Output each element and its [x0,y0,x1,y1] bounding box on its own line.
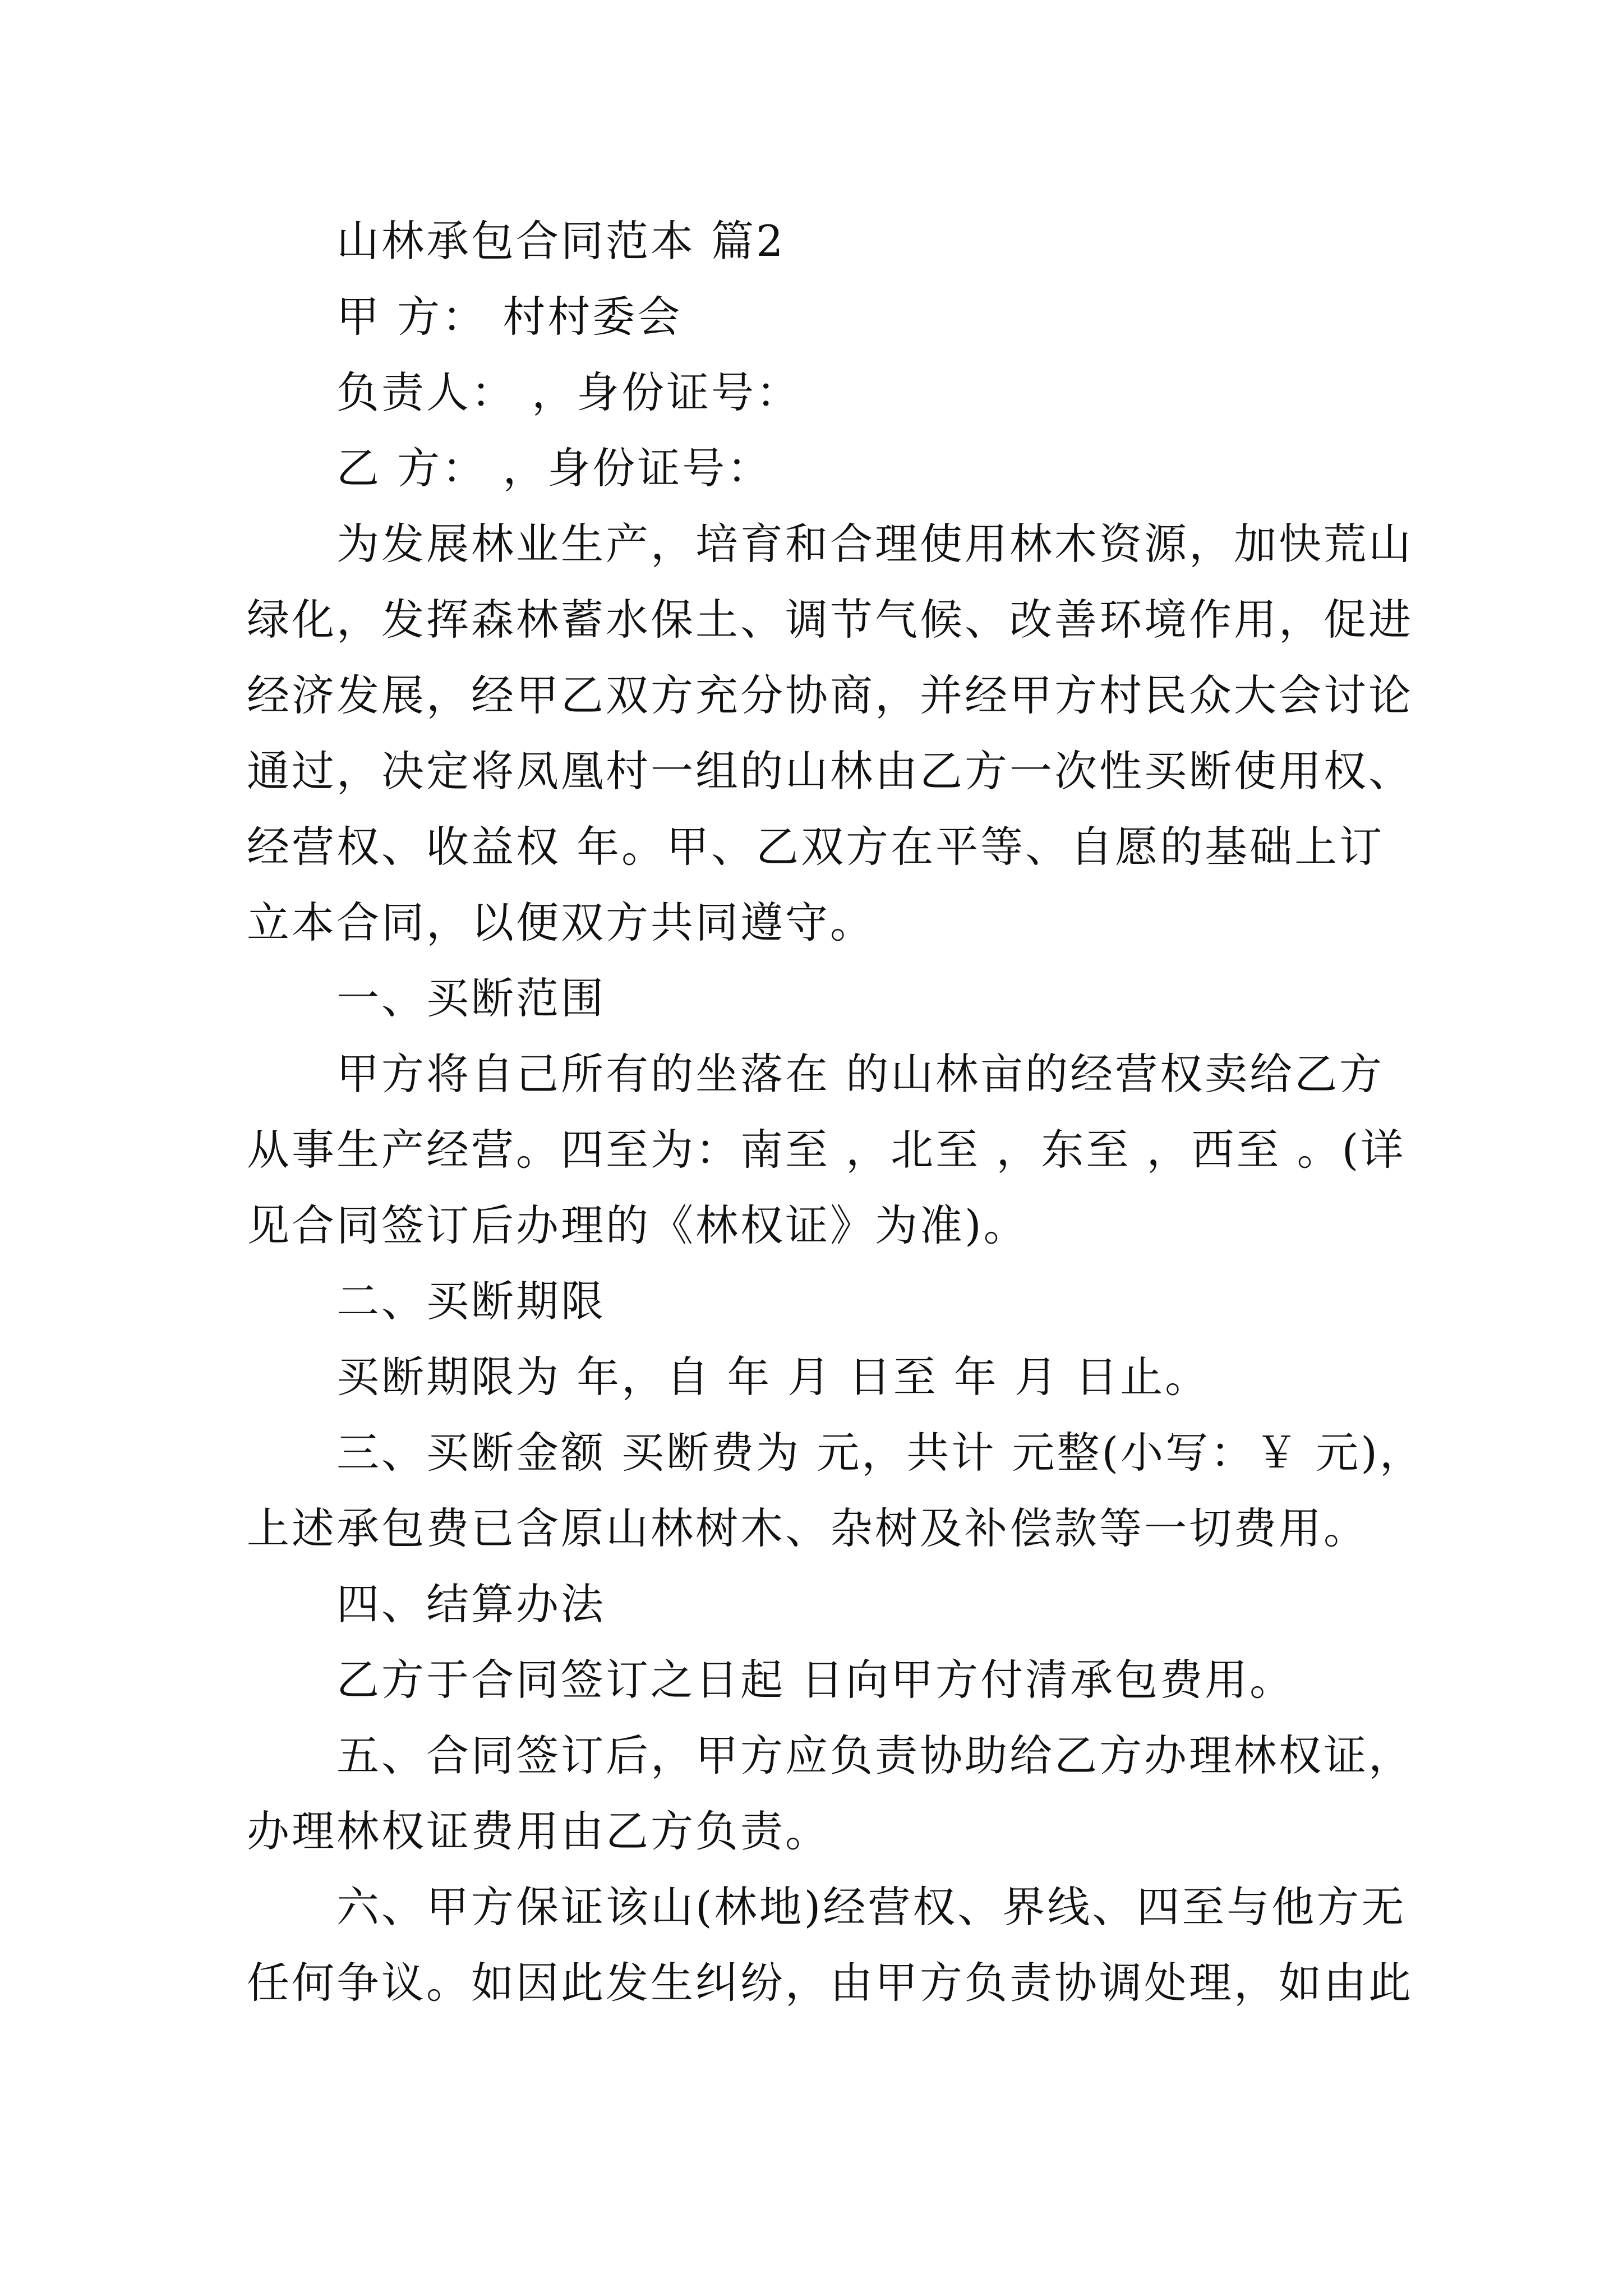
party-b-line: 乙 方： ，身份证号： [336,443,772,493]
responsible-person-line: 负责人： ，身份证号： [336,367,801,417]
document-title: 山林承包合同范本 篇2 [336,216,786,266]
intro-line-1: 为发展林业生产，培育和合理使用林木资源，加快荒山 [336,519,1413,569]
intro-line-2: 绿化，发挥森林蓄水保土、调节气候、改善环境作用，促进 [247,595,1413,645]
section-1-line-1: 甲方将自己所有的坐落在 的山林亩的经营权卖给乙方 [336,1049,1385,1099]
intro-line-4: 通过，决定将凤凰村一组的山林由乙方一次性买断使用权、 [247,746,1413,796]
section-6-line-2: 任何争议。如因此发生纠纷，由甲方负责协调处理，如由此 [247,1958,1413,2008]
section-6-line-1: 六、甲方保证该山(林地)经营权、界线、四至与他方无 [336,1882,1407,1932]
section-1-line-3: 见合同签订后办理的《林权证》为准)。 [247,1200,1029,1250]
section-3-line-2: 上述承包费已含原山林树木、杂树及补偿款等一切费用。 [247,1503,1368,1553]
section-heading-1: 一、买断范围 [336,973,606,1023]
section-4-line-1: 乙方于合同签订之日起 日向甲方付清承包费用。 [336,1655,1295,1705]
section-2-line-1: 买断期限为 年，自 年 月 日至 年 月 日止。 [336,1352,1210,1402]
section-3-line-1: 三、买断金额 买断费为 元，共计 元整(小写：￥ 元)， [336,1428,1424,1478]
party-a-line: 甲 方： 村村委会 [336,292,683,342]
intro-line-6: 立本合同，以便双方共同遵守。 [247,898,875,947]
intro-line-3: 经济发展，经甲乙双方充分协商，并经甲方村民众大会讨论 [247,670,1413,720]
section-1-line-2: 从事生产经营。四至为：南至 ，北至 ，东至 ，西至 。(详 [247,1125,1406,1175]
section-heading-4: 四、结算办法 [336,1579,606,1629]
section-5-line-1: 五、合同签订后，甲方应负责协助给乙方办理林权证， [336,1731,1413,1780]
section-5-line-2: 办理林权证费用由乙方负责。 [247,1806,830,1856]
intro-line-5: 经营权、收益权 年。甲、乙双方在平等、自愿的基础上订 [247,822,1385,872]
section-heading-2: 二、买断期限 [336,1276,606,1326]
